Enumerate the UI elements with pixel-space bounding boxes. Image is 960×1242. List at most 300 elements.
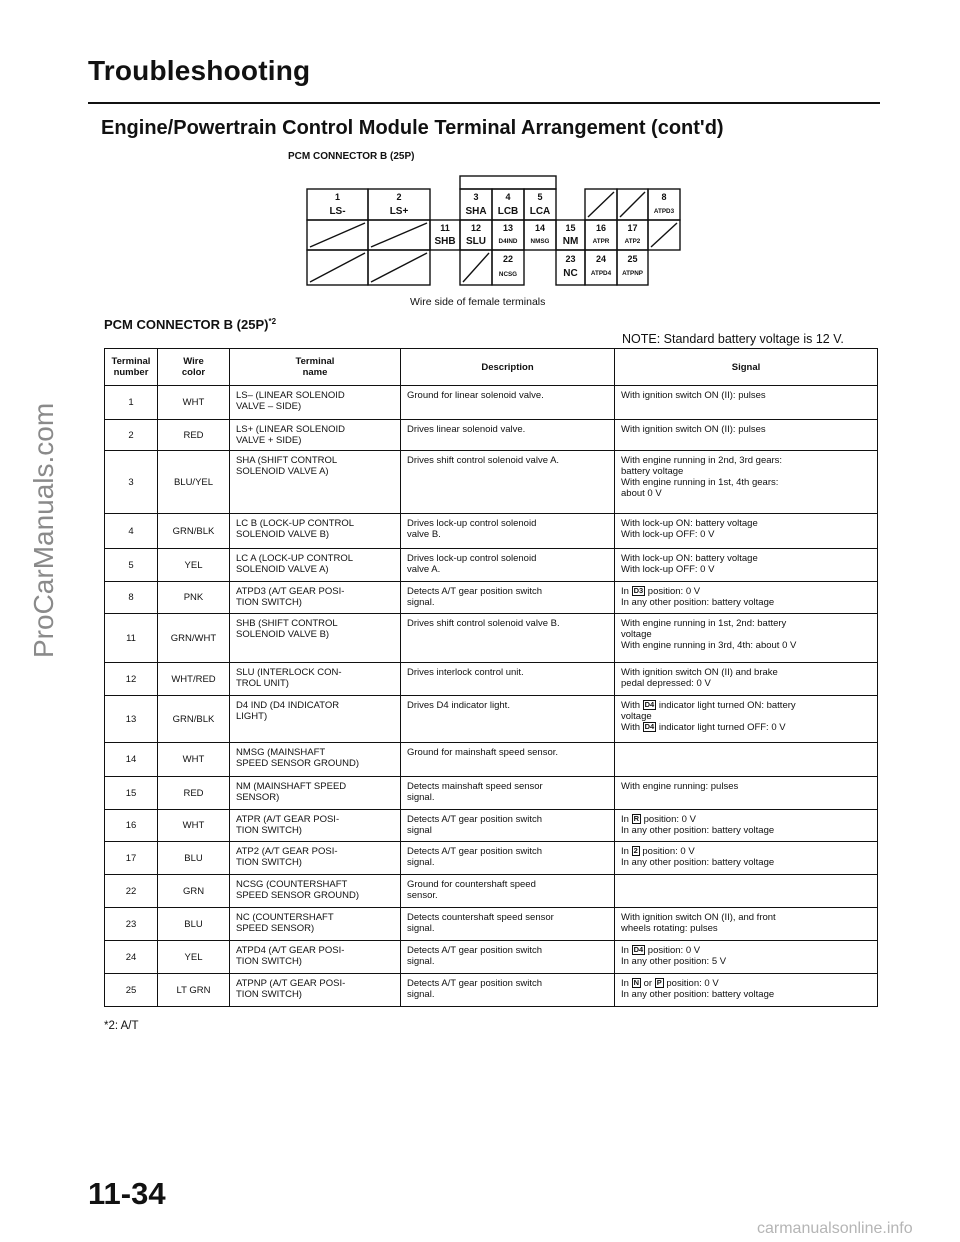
table-row xyxy=(105,420,878,451)
description-cell xyxy=(401,549,615,582)
text-line: TROL UNIT) xyxy=(236,678,289,689)
pin-24 xyxy=(585,250,617,285)
table-row xyxy=(105,908,878,941)
watermark-left: ProCarManuals.com xyxy=(28,402,59,658)
terminal-name-cell xyxy=(230,614,401,663)
text-line: LS– (LINEAR SOLENOID xyxy=(236,390,345,401)
text-line: Ground for mainshaft speed sensor. xyxy=(407,747,559,758)
signal-cell xyxy=(615,777,878,810)
signal-cell xyxy=(615,386,878,420)
pin-number: 17 xyxy=(627,223,638,233)
header-wire-color xyxy=(158,349,230,386)
text-line: Drives linear solenoid valve. xyxy=(407,424,526,435)
text-line: TION SWITCH) xyxy=(236,825,302,836)
pin-name: ATP2 xyxy=(624,238,641,245)
text-line: LIGHT) xyxy=(236,711,268,722)
terminal-number-cell: 5 xyxy=(105,549,158,582)
footnote-reference: *2 xyxy=(268,317,277,326)
text-segment: position: 0 V xyxy=(663,978,719,989)
text-line: With lock-up ON: battery voltage xyxy=(621,553,758,564)
text-line: about 0 V xyxy=(621,488,662,499)
table-row xyxy=(105,875,878,908)
description-cell xyxy=(401,777,615,810)
signal-cell xyxy=(615,842,878,875)
pin-name: LCA xyxy=(529,206,551,217)
description-cell xyxy=(401,451,615,514)
terminal-name-cell xyxy=(230,696,401,743)
text-line: SLU (INTERLOCK CON- xyxy=(236,667,342,678)
text-segment: indicator light turned OFF: 0 V xyxy=(656,722,786,733)
terminal-name-cell xyxy=(230,420,401,451)
text-line: NCSG (COUNTERSHAFT xyxy=(236,879,348,890)
header-line: name xyxy=(302,367,328,378)
pin-23 xyxy=(556,250,585,285)
footnote: *2: A/T xyxy=(104,1020,139,1032)
header-line: Wire xyxy=(183,356,204,367)
pin-number: 23 xyxy=(565,254,576,264)
text-line: TION SWITCH) xyxy=(236,597,302,608)
text-line: valve A. xyxy=(407,564,441,575)
header-description xyxy=(401,349,615,386)
text-line: ATPD3 (A/T GEAR POSI- xyxy=(236,586,345,597)
description-cell xyxy=(401,974,615,1007)
text-segment: position: 0 V xyxy=(645,586,701,597)
signal-cell xyxy=(615,514,878,549)
text-line: Drives lock-up control solenoid xyxy=(407,553,537,564)
terminal-name-cell xyxy=(230,663,401,696)
terminal-number-cell: 15 xyxy=(105,777,158,810)
description-cell xyxy=(401,743,615,777)
signal-cell xyxy=(615,908,878,941)
text-segment: In xyxy=(621,945,632,956)
watermark-bottom: carmanualsonline.info xyxy=(757,1220,913,1237)
pin-name: ATPR xyxy=(592,238,610,245)
signal-cell xyxy=(615,875,878,908)
description-cell xyxy=(401,941,615,974)
terminal-number-cell: 25 xyxy=(105,974,158,1007)
text-line: NM (MAINSHAFT SPEED xyxy=(236,781,347,792)
terminal-number-cell: 14 xyxy=(105,743,158,777)
wire-color-cell: RED xyxy=(158,420,230,451)
text-line: LC A (LOCK-UP CONTROL xyxy=(236,553,354,564)
header-line: Signal xyxy=(731,361,761,373)
text-line: In any other position: battery voltage xyxy=(621,857,775,868)
pin-number: 14 xyxy=(534,223,546,233)
pin-number: 4 xyxy=(505,192,511,202)
text-line: SPEED SENSOR GROUND) xyxy=(236,758,359,769)
wire-color-cell: PNK xyxy=(158,582,230,614)
terminal-name-cell xyxy=(230,549,401,582)
text-line: SPEED SENSOR GROUND) xyxy=(236,890,359,901)
table-row xyxy=(105,451,878,514)
pin-17 xyxy=(617,220,648,250)
text-line xyxy=(621,700,872,711)
description-cell xyxy=(401,696,615,743)
pcm-connector-b-diagram xyxy=(300,172,690,294)
text-segment: position: 0 V xyxy=(639,846,695,857)
text-line: Drives shift control solenoid valve A. xyxy=(407,455,560,466)
table-row xyxy=(105,777,878,810)
table-row xyxy=(105,696,878,743)
text-line: Detects mainshaft speed sensor xyxy=(407,781,543,792)
text-line: Detects A/T gear position switch xyxy=(407,814,542,825)
text-line: SHB (SHIFT CONTROL xyxy=(236,618,338,629)
text-line: SOLENOID VALVE B) xyxy=(236,629,330,640)
text-line: pedal depressed: 0 V xyxy=(621,678,711,689)
pin-15 xyxy=(556,220,585,250)
text-line xyxy=(621,978,872,989)
table-row xyxy=(105,974,878,1007)
text-line: With lock-up ON: battery voltage xyxy=(621,518,758,529)
pin-name: NCSG xyxy=(498,271,518,278)
header-terminal-number xyxy=(105,349,158,386)
text-line: With engine running: pulses xyxy=(621,781,739,792)
pin-name: SHA xyxy=(465,206,487,217)
description-cell xyxy=(401,514,615,549)
pin-name: LS+ xyxy=(389,206,409,217)
text-line: ATPD4 (A/T GEAR POSI- xyxy=(236,945,345,956)
table-body xyxy=(105,386,878,1007)
signal-cell xyxy=(615,582,878,614)
text-line: With ignition switch ON (II) and brake xyxy=(621,667,778,678)
text-line: ATP2 (A/T GEAR POSI- xyxy=(236,846,338,857)
wire-color-cell: BLU xyxy=(158,842,230,875)
description-cell xyxy=(401,810,615,842)
text-line: In any other position: battery voltage xyxy=(621,597,775,608)
unused-pin-cell xyxy=(368,220,430,250)
text-line: Ground for countershaft speed xyxy=(407,879,536,890)
terminal-number-cell: 22 xyxy=(105,875,158,908)
text-line: signal. xyxy=(407,857,435,868)
text-line: NC (COUNTERSHAFT xyxy=(236,912,334,923)
text-segment: With xyxy=(621,700,643,711)
signal-cell xyxy=(615,549,878,582)
header-line: Description xyxy=(481,361,534,373)
text-line: TION SWITCH) xyxy=(236,857,302,868)
text-line: LC B (LOCK-UP CONTROL xyxy=(236,518,355,529)
text-line: Drives interlock control unit. xyxy=(407,667,524,678)
signal-cell xyxy=(615,941,878,974)
pin-12 xyxy=(460,220,492,250)
text-line: signal. xyxy=(407,597,435,608)
text-segment: With xyxy=(621,722,643,733)
description-cell xyxy=(401,582,615,614)
text-line: sensor. xyxy=(407,890,438,901)
text-line: Detects A/T gear position switch xyxy=(407,945,542,956)
text-line: TION SWITCH) xyxy=(236,956,302,967)
text-line: Detects countershaft speed sensor xyxy=(407,912,554,923)
boxed-position-symbol: D4 xyxy=(644,722,655,731)
pin-5 xyxy=(524,189,556,220)
boxed-position-symbol: R xyxy=(633,814,639,823)
table-row xyxy=(105,941,878,974)
table-row xyxy=(105,582,878,614)
text-line: With engine running in 1st, 4th gears: xyxy=(621,477,779,488)
text-line: TION SWITCH) xyxy=(236,989,302,1000)
unused-pin-cell xyxy=(585,189,617,220)
pin-3 xyxy=(460,189,492,220)
pin-number: 8 xyxy=(661,192,667,202)
text-line: wheels rotating: pulses xyxy=(621,923,718,934)
terminal-number-cell: 11 xyxy=(105,614,158,663)
terminal-name-cell xyxy=(230,743,401,777)
description-cell xyxy=(401,614,615,663)
terminal-number-cell: 2 xyxy=(105,420,158,451)
wire-color-cell: GRN xyxy=(158,875,230,908)
terminal-name-cell xyxy=(230,974,401,1007)
text-line: SENSOR) xyxy=(236,792,280,803)
text-line: With ignition switch ON (II): pulses xyxy=(621,424,766,435)
description-cell xyxy=(401,386,615,420)
connector-title: PCM CONNECTOR B (25P) xyxy=(288,151,415,162)
wire-color-cell: RED xyxy=(158,777,230,810)
text-line: D4 IND (D4 INDICATOR xyxy=(236,700,340,711)
table-header-row xyxy=(105,349,878,386)
title-divider xyxy=(88,102,880,104)
pin-name: LS- xyxy=(329,206,346,217)
wire-color-cell: GRN/BLK xyxy=(158,696,230,743)
terminal-name-cell xyxy=(230,777,401,810)
signal-cell xyxy=(615,810,878,842)
text-line: SOLENOID VALVE B) xyxy=(236,529,330,540)
text-line: In any other position: battery voltage xyxy=(621,989,775,1000)
text-line: With engine running in 1st, 2nd: battery xyxy=(621,618,787,629)
pin-8 xyxy=(648,189,680,220)
pin-number: 3 xyxy=(473,192,479,202)
wire-color-cell: WHT xyxy=(158,386,230,420)
text-line: Detects A/T gear position switch xyxy=(407,846,542,857)
table-row xyxy=(105,549,878,582)
unused-pin-cell xyxy=(617,189,648,220)
text-line: SOLENOID VALVE A) xyxy=(236,466,329,477)
terminal-name-cell xyxy=(230,514,401,549)
unused-pin-cell xyxy=(460,250,492,285)
section-subtitle: Engine/Powertrain Control Module Terminal Arrangement (cont'd) xyxy=(101,117,724,139)
text-line: Drives D4 indicator light. xyxy=(407,700,510,711)
pin-name: ATPNP xyxy=(622,270,643,277)
terminal-name-cell xyxy=(230,386,401,420)
pin-number: 15 xyxy=(565,223,576,233)
table-row xyxy=(105,614,878,663)
terminal-name-cell xyxy=(230,451,401,514)
pin-number: 1 xyxy=(334,192,341,202)
text-line: Ground for linear solenoid valve. xyxy=(407,390,544,401)
text-line: NMSG (MAINSHAFT xyxy=(236,747,326,758)
terminal-table xyxy=(104,348,878,1007)
description-cell xyxy=(401,908,615,941)
text-line: signal. xyxy=(407,989,435,1000)
text-segment: indicator light turned ON: battery xyxy=(656,700,796,711)
terminal-number-cell: 12 xyxy=(105,663,158,696)
terminal-number-cell: 1 xyxy=(105,386,158,420)
terminal-name-cell xyxy=(230,810,401,842)
text-line: Drives shift control solenoid valve B. xyxy=(407,618,560,629)
signal-cell xyxy=(615,614,878,663)
description-cell xyxy=(401,875,615,908)
terminal-name-cell xyxy=(230,941,401,974)
header-terminal-name xyxy=(230,349,401,386)
table-row xyxy=(105,514,878,549)
table-row xyxy=(105,663,878,696)
pin-1 xyxy=(307,189,368,220)
pin-13 xyxy=(492,220,524,250)
page-title: Troubleshooting xyxy=(88,55,311,86)
pin-number: 13 xyxy=(502,223,514,233)
text-line: With engine running in 3rd, 4th: about 0 V xyxy=(621,640,797,651)
terminal-number-cell: 16 xyxy=(105,810,158,842)
text-line: With ignition switch ON (II): pulses xyxy=(621,390,766,401)
boxed-position-symbol: N xyxy=(633,978,639,987)
signal-cell xyxy=(615,696,878,743)
pin-number: 2 xyxy=(396,192,402,202)
pin-name: NC xyxy=(563,268,578,279)
table-title-text: PCM CONNECTOR B (25P) xyxy=(104,317,269,332)
wire-color-cell: WHT xyxy=(158,810,230,842)
terminal-name-cell xyxy=(230,875,401,908)
terminal-number-cell: 13 xyxy=(105,696,158,743)
pin-number: 12 xyxy=(470,223,482,233)
header-line: color xyxy=(181,367,206,378)
text-segment: In xyxy=(621,814,632,825)
text-line xyxy=(621,945,872,956)
wire-color-cell: GRN/WHT xyxy=(158,614,230,663)
terminal-name-cell xyxy=(230,908,401,941)
page-number: 11-34 xyxy=(88,1176,166,1211)
text-segment: In xyxy=(621,978,632,989)
connector-caption: Wire side of female terminals xyxy=(410,296,546,308)
description-cell xyxy=(401,420,615,451)
text-line: battery voltage xyxy=(621,466,684,477)
wire-color-cell: WHT/RED xyxy=(158,663,230,696)
text-segment: or xyxy=(640,978,655,989)
unused-pin-cell xyxy=(648,220,680,250)
pin-2 xyxy=(368,189,430,220)
text-line: signal. xyxy=(407,792,435,803)
terminal-name-cell xyxy=(230,842,401,875)
signal-cell xyxy=(615,974,878,1007)
wire-color-cell: GRN/BLK xyxy=(158,514,230,549)
text-line xyxy=(621,586,872,597)
signal-cell xyxy=(615,743,878,777)
text-line: LS+ (LINEAR SOLENOID xyxy=(236,424,346,435)
signal-cell xyxy=(615,420,878,451)
terminal-number-cell: 4 xyxy=(105,514,158,549)
wire-color-cell: BLU xyxy=(158,908,230,941)
terminal-number-cell: 23 xyxy=(105,908,158,941)
text-line: VALVE – SIDE) xyxy=(236,401,302,412)
text-line: valve B. xyxy=(407,529,441,540)
table-row xyxy=(105,743,878,777)
terminal-number-cell: 17 xyxy=(105,842,158,875)
pin-number: 22 xyxy=(502,254,514,264)
table-row xyxy=(105,810,878,842)
boxed-position-symbol: P xyxy=(656,978,662,987)
unused-pin-cell xyxy=(307,220,368,250)
header-signal xyxy=(615,349,878,386)
table-title xyxy=(104,317,276,332)
wire-color-cell: LT GRN xyxy=(158,974,230,1007)
voltage-note: NOTE: Standard battery voltage is 12 V. xyxy=(622,332,844,346)
text-line xyxy=(621,722,872,733)
table-row xyxy=(105,842,878,875)
wire-color-cell: YEL xyxy=(158,549,230,582)
text-line: SHA (SHIFT CONTROL xyxy=(236,455,338,466)
text-segment: In xyxy=(621,586,632,597)
header-line: Terminal xyxy=(295,356,335,367)
boxed-position-symbol: D3 xyxy=(633,586,644,595)
text-line: With engine running in 2nd, 3rd gears: xyxy=(621,455,783,466)
pin-number: 25 xyxy=(627,254,638,264)
text-line: voltage xyxy=(621,711,652,722)
pin-name: SHB xyxy=(434,236,456,247)
text-segment: position: 0 V xyxy=(645,945,701,956)
text-line: signal. xyxy=(407,923,435,934)
pin-16 xyxy=(585,220,617,250)
unused-pin-cell xyxy=(368,250,430,285)
pin-name: SLU xyxy=(466,236,486,247)
pin-4 xyxy=(492,189,524,220)
text-line: SOLENOID VALVE A) xyxy=(236,564,329,575)
text-line: In any other position: 5 V xyxy=(621,956,727,967)
signal-cell xyxy=(615,451,878,514)
header-line: Terminal xyxy=(111,356,151,367)
pin-name: NMSG xyxy=(530,238,550,245)
text-line: Drives lock-up control solenoid xyxy=(407,518,537,529)
description-cell xyxy=(401,663,615,696)
text-line: ATPR (A/T GEAR POSI- xyxy=(236,814,340,825)
text-line: signal xyxy=(407,825,432,836)
pin-14 xyxy=(524,220,556,250)
text-line: With ignition switch ON (II), and front xyxy=(621,912,776,923)
header-line: number xyxy=(113,367,149,378)
text-line: Detects A/T gear position switch xyxy=(407,586,542,597)
unused-pin-cell xyxy=(307,250,368,285)
text-line: signal. xyxy=(407,956,435,967)
boxed-position-symbol: D4 xyxy=(644,700,655,709)
text-line: ATPNP (A/T GEAR POSI- xyxy=(236,978,346,989)
text-line xyxy=(621,814,872,825)
description-cell xyxy=(401,842,615,875)
pin-name: D4IND xyxy=(498,238,518,245)
text-line: With lock-up OFF: 0 V xyxy=(621,529,715,540)
pin-number: 24 xyxy=(595,254,607,264)
pin-25 xyxy=(617,250,648,285)
wire-color-cell: BLU/YEL xyxy=(158,451,230,514)
pin-name: LCB xyxy=(497,206,519,217)
pin-number: 16 xyxy=(595,223,607,233)
text-line: Detects A/T gear position switch xyxy=(407,978,542,989)
pin-22 xyxy=(492,250,524,285)
pin-name: NM xyxy=(562,236,579,247)
wire-color-cell: WHT xyxy=(158,743,230,777)
text-line: voltage xyxy=(621,629,652,640)
pin-number: 5 xyxy=(537,192,543,202)
pin-11 xyxy=(430,220,460,250)
text-segment: position: 0 V xyxy=(640,814,696,825)
connector-key xyxy=(460,176,556,189)
pin-number: 11 xyxy=(440,223,450,233)
text-segment: In xyxy=(621,846,632,857)
terminal-name-cell xyxy=(230,582,401,614)
table-row xyxy=(105,386,878,420)
terminal-number-cell: 24 xyxy=(105,941,158,974)
signal-cell xyxy=(615,663,878,696)
text-line xyxy=(621,846,872,857)
boxed-position-symbol: 2 xyxy=(633,846,638,855)
terminal-number-cell: 8 xyxy=(105,582,158,614)
boxed-position-symbol: D4 xyxy=(633,945,644,954)
pin-name: ATPD3 xyxy=(653,208,675,215)
